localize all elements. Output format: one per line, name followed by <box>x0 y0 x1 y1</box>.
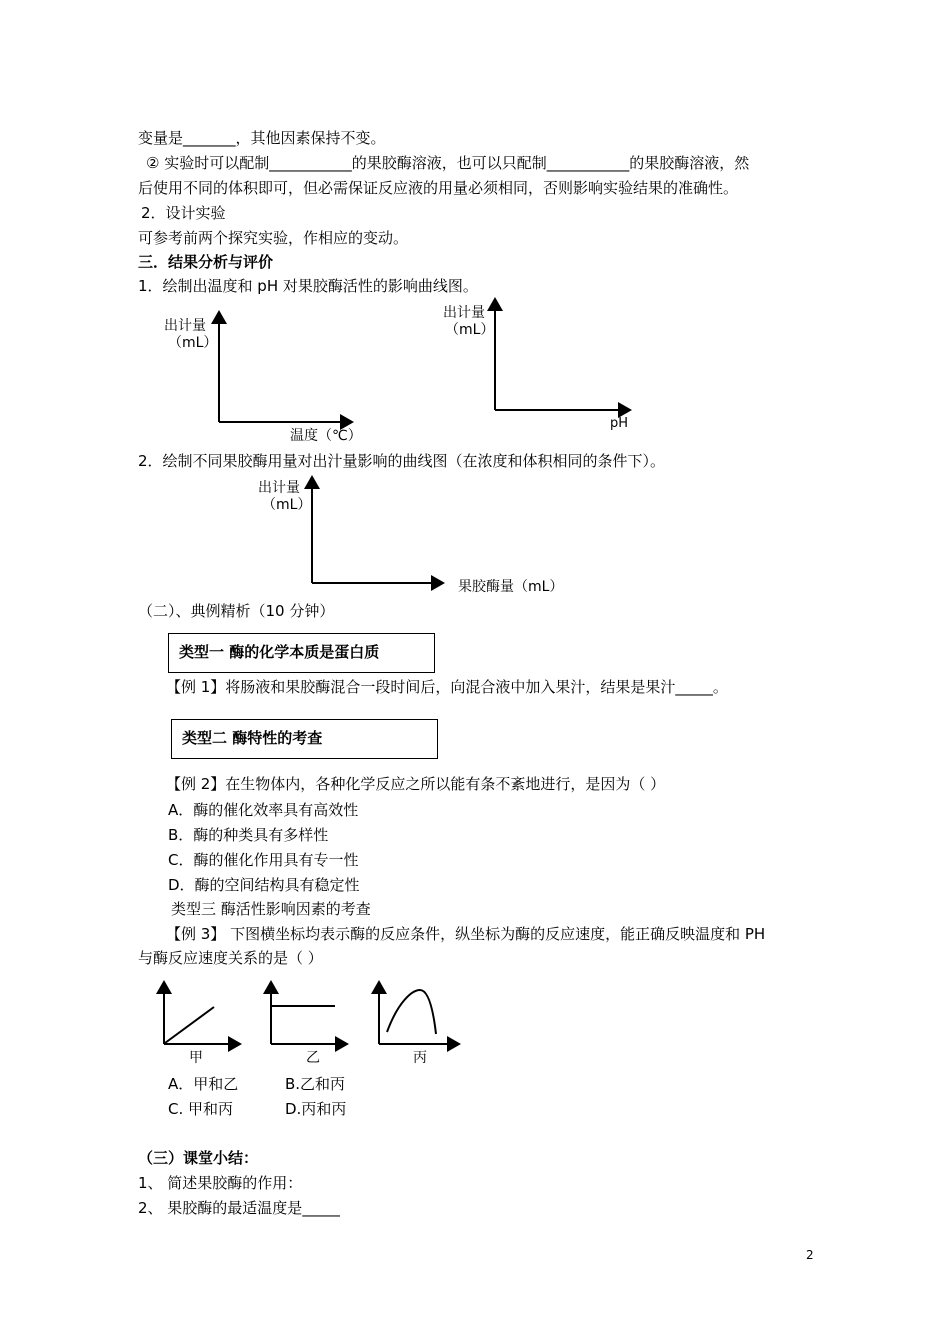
graph1-x-label: 温度（℃） <box>290 428 362 444</box>
graph1-y-label: 出计量 <box>164 318 206 334</box>
graph2-y-label: 出计量 <box>443 305 485 321</box>
option-line: D．酶的空间结构具有稳定性 <box>168 876 360 894</box>
small-graph-label-bing: 丙 <box>413 1050 427 1066</box>
page-number: 2 <box>806 1248 814 1262</box>
text-line: 变量是_______，其他因素保持不变。 <box>138 129 386 147</box>
small-graph-jia <box>164 982 240 1044</box>
text-line: 1、 简述果胶酶的作用： <box>138 1174 303 1192</box>
text-line: 与酶反应速度关系的是（ ） <box>138 949 323 967</box>
option-line: A．甲和乙 <box>168 1075 239 1093</box>
type-box-1: 类型一 酶的化学本质是蛋白质 <box>168 633 435 673</box>
option-line: C．酶的催化作用具有专一性 <box>168 851 359 869</box>
graph3-y-unit: （mL） <box>262 497 312 513</box>
small-graph-bing <box>379 982 459 1044</box>
graph-ph <box>495 299 630 410</box>
small-graph-yi <box>271 982 347 1044</box>
text-line: 【例 1】将肠液和果胶酶混合一段时间后，向混合液中加入果汁，结果是果汁_____。 <box>166 678 728 696</box>
small-graph-label-yi: 乙 <box>306 1050 320 1066</box>
option-line: D.丙和丙 <box>285 1100 347 1118</box>
graph2-x-label: pH <box>610 416 629 431</box>
section-heading: 三．结果分析与评价 <box>138 253 274 271</box>
text-line: 可参考前两个探究实验，作相应的变动。 <box>138 229 409 247</box>
text-line: 后使用不同的体积即可，但必需保证反应液的用量必须相同，否则影响实验结果的准确性。 <box>138 179 739 197</box>
graph2-y-unit: （mL） <box>445 322 495 338</box>
text-line: 2．设计实验 <box>141 204 226 222</box>
text-line: 【例 2】在生物体内，各种化学反应之所以能有条不紊地进行，是因为（ ） <box>166 775 666 793</box>
option-line: A．酶的催化效率具有高效性 <box>168 801 359 819</box>
type-box-2: 类型二 酶特性的考查 <box>171 719 438 759</box>
graph1-y-unit: （mL） <box>168 335 218 351</box>
text-line: 1．绘制出温度和 pH 对果胶酶活性的影响曲线图。 <box>138 277 478 295</box>
graph3-y-label: 出计量 <box>258 480 300 496</box>
text-line: ② 实验时可以配制___________的果胶酶溶液，也可以只配制___________的果胶酶溶液，然 <box>146 154 750 172</box>
text-line: 类型三 酶活性影响因素的考查 <box>171 900 371 918</box>
graph3-x-label: 果胶酶量（mL） <box>458 579 564 595</box>
option-line: B．酶的种类具有多样性 <box>168 826 329 844</box>
option-line: C. 甲和丙 <box>168 1100 234 1118</box>
option-line: B.乙和丙 <box>285 1075 346 1093</box>
text-line: 2．绘制不同果胶酶用量对出汁量影响的曲线图（在浓度和体积相同的条件下）。 <box>138 452 666 470</box>
text-line: 2、 果胶酶的最适温度是_____ <box>138 1199 340 1217</box>
graph-enzyme-amount <box>312 477 443 583</box>
section-heading: （三）课堂小结： <box>138 1149 259 1167</box>
text-line: 【例 3】 下图横坐标均表示酶的反应条件，纵坐标为酶的反应速度，能正确反映温度和 PH <box>166 925 766 943</box>
small-graph-label-jia: 甲 <box>189 1050 203 1066</box>
text-line: （二）、典例精析（10 分钟） <box>138 602 335 620</box>
graph-temperature <box>219 312 352 422</box>
